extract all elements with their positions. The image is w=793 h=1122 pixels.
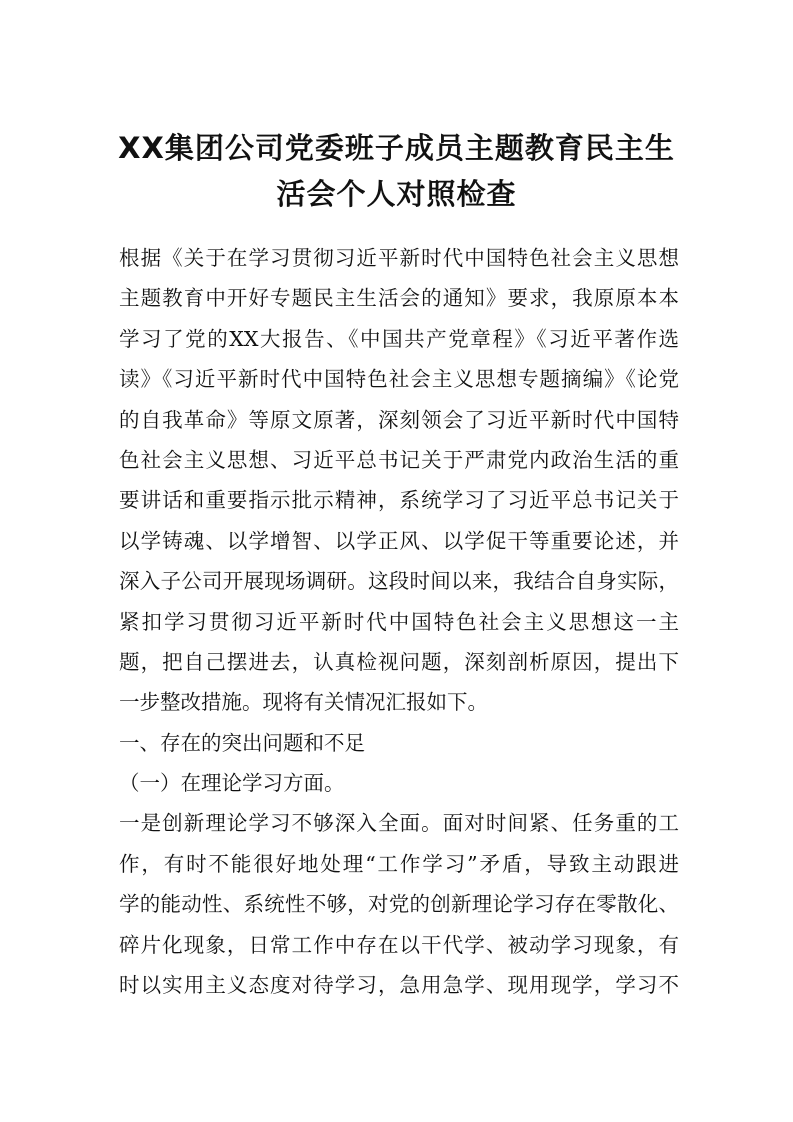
body-line: 题，把自己摆进去，认真检视问题，深刻剖析原因，提出下 bbox=[119, 649, 679, 674]
document-body bbox=[119, 238, 679, 1005]
body-line: 要讲话和重要指示批示精神，系统学习了习近平总书记关于 bbox=[119, 488, 679, 513]
subsection-heading: （一）在理论学习方面。 bbox=[119, 771, 345, 796]
section-heading: 一、存在的突出问题和不足 bbox=[119, 730, 365, 755]
body-line: 以学铸魂、以学增智、以学正风、以学促干等重要论述，并 bbox=[119, 528, 679, 553]
body-line: 读》《习近平新时代中国特色社会主义思想专题摘编》《论党 bbox=[119, 367, 679, 392]
body-line: 根据《关于在学习贯彻习近平新时代中国特色社会主义思想 bbox=[119, 246, 679, 270]
body-line: 学的能动性、系统性不够，对党的创新理论学习存在零散化、 bbox=[119, 892, 679, 917]
body-line: 碎片化现象，日常工作中存在以干代学、被动学习现象，有 bbox=[119, 932, 679, 957]
body-line: 的自我革命》等原文原著，深刻领会了习近平新时代中国特 bbox=[119, 407, 679, 432]
body-line: 紧扣学习贯彻习近平新时代中国特色社会主义思想这一主 bbox=[119, 609, 679, 634]
document-title-line-2: 活会个人对照检查 bbox=[276, 177, 517, 211]
document-title-line-1: XX集团公司党委班子成员主题教育民主生 bbox=[118, 131, 675, 165]
body-line: 作，有时不能很好地处理“工作学习”矛盾，导致主动跟进 bbox=[119, 851, 679, 876]
body-line: 深入子公司开展现场调研。这段时间以来，我结合自身实际， bbox=[119, 569, 679, 594]
body-line: 色社会主义思想、习近平总书记关于严肃党内政治生活的重 bbox=[119, 447, 679, 472]
body-line: 一步整改措施。现将有关情况汇报如下。 bbox=[119, 690, 488, 715]
body-line: 一是创新理论学习不够深入全面。面对时间紧、任务重的工 bbox=[119, 811, 679, 836]
body-line: 时以实用主义态度对待学习，急用急学、现用现学，学习不 bbox=[119, 973, 679, 998]
body-line: 主题教育中开好专题民主生活会的通知》要求，我原原本本 bbox=[119, 286, 679, 311]
body-line: 学习了党的XX大报告、《中国共产党章程》《习近平著作选 bbox=[119, 326, 679, 351]
